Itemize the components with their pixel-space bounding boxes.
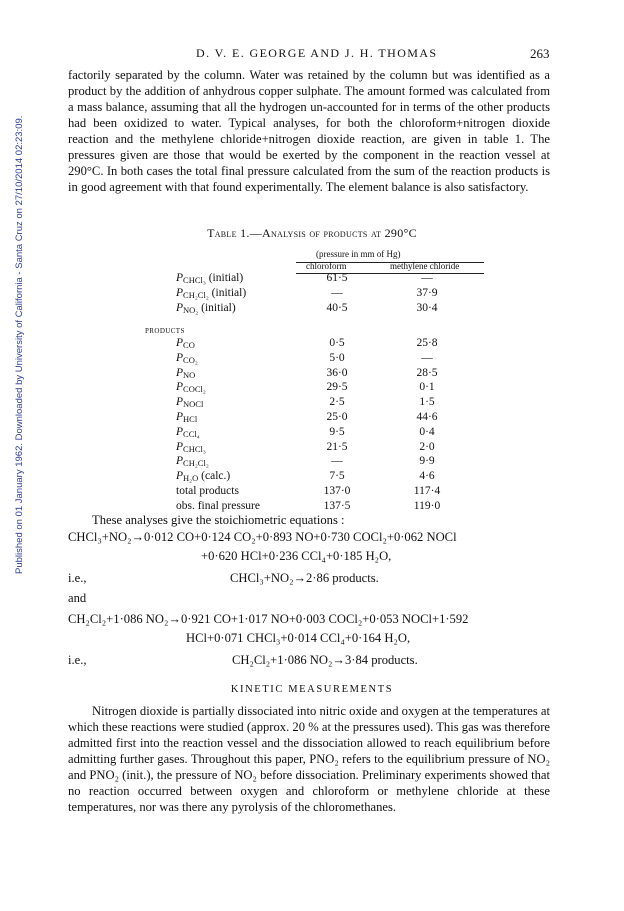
- section-heading-kinetic: KINETIC MEASUREMENTS: [230, 684, 394, 695]
- product-row-methylene-value: 1·5: [419, 396, 435, 409]
- product-row-chloroform-value: 5·0: [329, 351, 345, 364]
- product-row-symbol: P: [176, 455, 184, 468]
- product-row-chloroform-value: 25·0: [326, 411, 348, 423]
- initial-row-label: [176, 287, 246, 300]
- product-row-label: [176, 411, 197, 424]
- table-caption-text: —Analysis of products at 290°C: [249, 226, 417, 240]
- products-group-label: products: [145, 326, 185, 336]
- product-row-methylene-value: 0·1: [419, 381, 435, 394]
- and-label: and: [68, 591, 87, 605]
- equation-1-line-2: +0·620 HCl+0·236 CCl₄+0·185 H₂O,: [201, 549, 392, 563]
- initial-row-symbol: P: [176, 302, 184, 314]
- initial-row-methylene-value: —: [421, 272, 433, 284]
- product-row-label: [176, 500, 260, 512]
- initial-row-suffix: (initial): [205, 272, 244, 284]
- product-row-symbol: P: [176, 425, 184, 438]
- kinetic-paragraph: Nitrogen dioxide is partially dissociated into nitric oxide and oxygen at the temperatures at which these reactions were studied (approx. 20 % at the pressures used). This gas was therefore admitted first into the reaction vessel and the dissociation allowed to reach equilibrium before admitting further gases. Throughout this paper, PNO₂ refers to the equilibrium pressure of NO₂ and PNO₂ (init.), the pressure of NO₂ before dissociation. Preliminary experiments showed that no reaction occurred between oxygen and chloroform or methylene chloride at these temperatures, nor was there any pyrolysis of the chloromethanes.: [68, 704, 550, 814]
- product-row-methylene-value: 119·0: [413, 499, 441, 512]
- intro-paragraph: factorily separated by the column. Water was retained by the column but was identified as a product by the addition of anhydrous copper sulphate. The amount formed was calculated from a mass balance, assuming that all the hydrogen un-accounted for in terms of the other products had been oxidized to water. Typical analyses, for both the chloroform+nitrogen dioxide reaction and the methylene chloride+nitrogen dioxide reaction, are given in table 1. The pressures given are those that would be exerted by the component in the reaction vessel at 290°C. In both cases the total final pressure calculated from the sum of the reaction products is in good agreement with that found experimentally. The element balance is also satisfactory.: [68, 68, 550, 194]
- product-row-subscript: COCl₂: [183, 384, 206, 395]
- product-row-symbol: P: [176, 337, 184, 349]
- product-row-label: [176, 367, 195, 380]
- product-row-methylene-value: —: [421, 351, 433, 364]
- product-row-suffix: (calc.): [198, 470, 231, 483]
- product-row-methylene-value: 2·0: [419, 440, 435, 453]
- pressure-note: (pressure in mm of Hg): [316, 249, 401, 259]
- product-row-label: [176, 426, 200, 439]
- initial-row-symbol: P: [176, 287, 184, 299]
- initial-row-suffix: (initial): [208, 287, 247, 299]
- product-row-subscript: CO: [183, 340, 195, 350]
- product-row-chloroform-value: 7·5: [329, 470, 345, 483]
- initial-row-subscript: CHCl₃: [183, 275, 206, 285]
- initial-row-subscript: NO₂: [183, 305, 199, 315]
- product-row-label: [176, 396, 203, 409]
- column-header-methylene: methylene chloride: [390, 261, 460, 271]
- product-row-chloroform-value: 137·0: [323, 485, 351, 497]
- table-caption-prefix: Table 1.: [207, 226, 250, 240]
- product-row-label: [176, 441, 206, 454]
- product-row-chloroform-value: 9·5: [329, 425, 345, 438]
- product-row-methylene-value: 9·9: [419, 455, 435, 468]
- product-row-subscript: H₂O: [183, 473, 199, 484]
- product-row-label: [176, 337, 195, 350]
- initial-row-chloroform-value: 61·5: [326, 272, 348, 284]
- product-row-symbol: P: [176, 411, 184, 423]
- equation-2-line-1: CH₂Cl₂+1·086 NO₂→0·921 CO+1·017 NO+0·003 COCl₂+0·053 NOCl+1·592: [68, 612, 469, 626]
- product-row-chloroform-value: 21·5: [326, 440, 348, 453]
- product-row-methylene-value: 44·6: [416, 411, 438, 423]
- product-row-subscript: CO₂: [183, 354, 198, 365]
- product-row-chloroform-value: 2·5: [329, 396, 345, 409]
- equation-1-ie-label: i.e.,: [68, 571, 87, 585]
- product-row-subscript: NO: [183, 369, 196, 380]
- product-row-methylene-value: 28·5: [416, 366, 438, 379]
- product-row-label: [176, 455, 209, 468]
- product-row-subscript: CHCl₃: [183, 443, 206, 454]
- initial-row-subscript: CH₂Cl₂: [183, 290, 209, 300]
- product-row-label: [176, 352, 198, 365]
- running-header-authors: D. V. E. GEORGE AND J. H. THOMAS: [196, 46, 438, 60]
- product-row-symbol: P: [176, 470, 184, 483]
- product-row-subscript: NOCl: [183, 399, 204, 410]
- initial-row-chloroform-value: 40·5: [326, 302, 348, 314]
- product-row-subscript: CH₂Cl₂: [183, 458, 209, 469]
- product-row-chloroform-value: 29·5: [326, 381, 348, 394]
- page-number: 263: [530, 46, 550, 61]
- product-row-methylene-value: 25·8: [416, 337, 438, 349]
- product-row-methylene-value: 0·4: [419, 425, 435, 438]
- sidebar-note-text: Published on 01 January 1962. Downloaded by University of California - Santa Cruz on 27/10/2014 02:23:09.: [14, 115, 25, 574]
- initial-row-label: [176, 272, 243, 285]
- product-row-label: [176, 381, 206, 394]
- initial-row-suffix: (initial): [198, 302, 236, 314]
- product-row-subscript: HCl: [183, 414, 198, 424]
- column-header-chloroform: chloroform: [306, 261, 347, 271]
- initial-row-methylene-value: 37·9: [416, 287, 438, 299]
- product-row-chloroform-value: 0·5: [329, 337, 345, 349]
- product-row-label: [176, 485, 239, 497]
- initial-row-chloroform-value: —: [331, 287, 343, 299]
- product-row-methylene-value: 117·4: [413, 485, 441, 497]
- product-row-subscript: CCl₄: [183, 428, 200, 439]
- equation-1-line-1: CHCl₃+NO₂→0·012 CO+0·124 CO₂+0·893 NO+0·730 COCl₂+0·062 NOCl: [68, 530, 457, 544]
- equation-2-line-2: HCl+0·071 CHCl₃+0·014 CCl₄+0·164 H₂O,: [186, 631, 411, 645]
- product-row-symbol: P: [176, 366, 184, 379]
- product-row-symbol: P: [176, 381, 184, 394]
- product-row-chloroform-value: 137·5: [323, 499, 351, 512]
- product-row-chloroform-value: 36·0: [326, 366, 348, 379]
- initial-row-label: [176, 302, 236, 315]
- product-row-label: [176, 470, 230, 483]
- product-row-symbol: P: [176, 351, 184, 364]
- initial-row-symbol: P: [176, 272, 184, 284]
- product-row-suffix: total products: [176, 485, 239, 497]
- initial-row-methylene-value: 30·4: [416, 302, 438, 314]
- product-row-chloroform-value: —: [331, 455, 343, 468]
- equation-2-summary: CH₂Cl₂+1·086 NO₂→3·84 products.: [232, 653, 418, 667]
- equation-2-ie-label: i.e.,: [68, 653, 87, 667]
- equations-intro: These analyses give the stoichiometric equations :: [92, 513, 345, 527]
- product-row-symbol: P: [176, 440, 184, 453]
- equation-1-summary: CHCl₃+NO₂→2·86 products.: [230, 571, 379, 585]
- product-row-suffix: obs. final pressure: [176, 499, 260, 512]
- product-row-methylene-value: 4·6: [419, 470, 435, 483]
- product-row-symbol: P: [176, 396, 184, 409]
